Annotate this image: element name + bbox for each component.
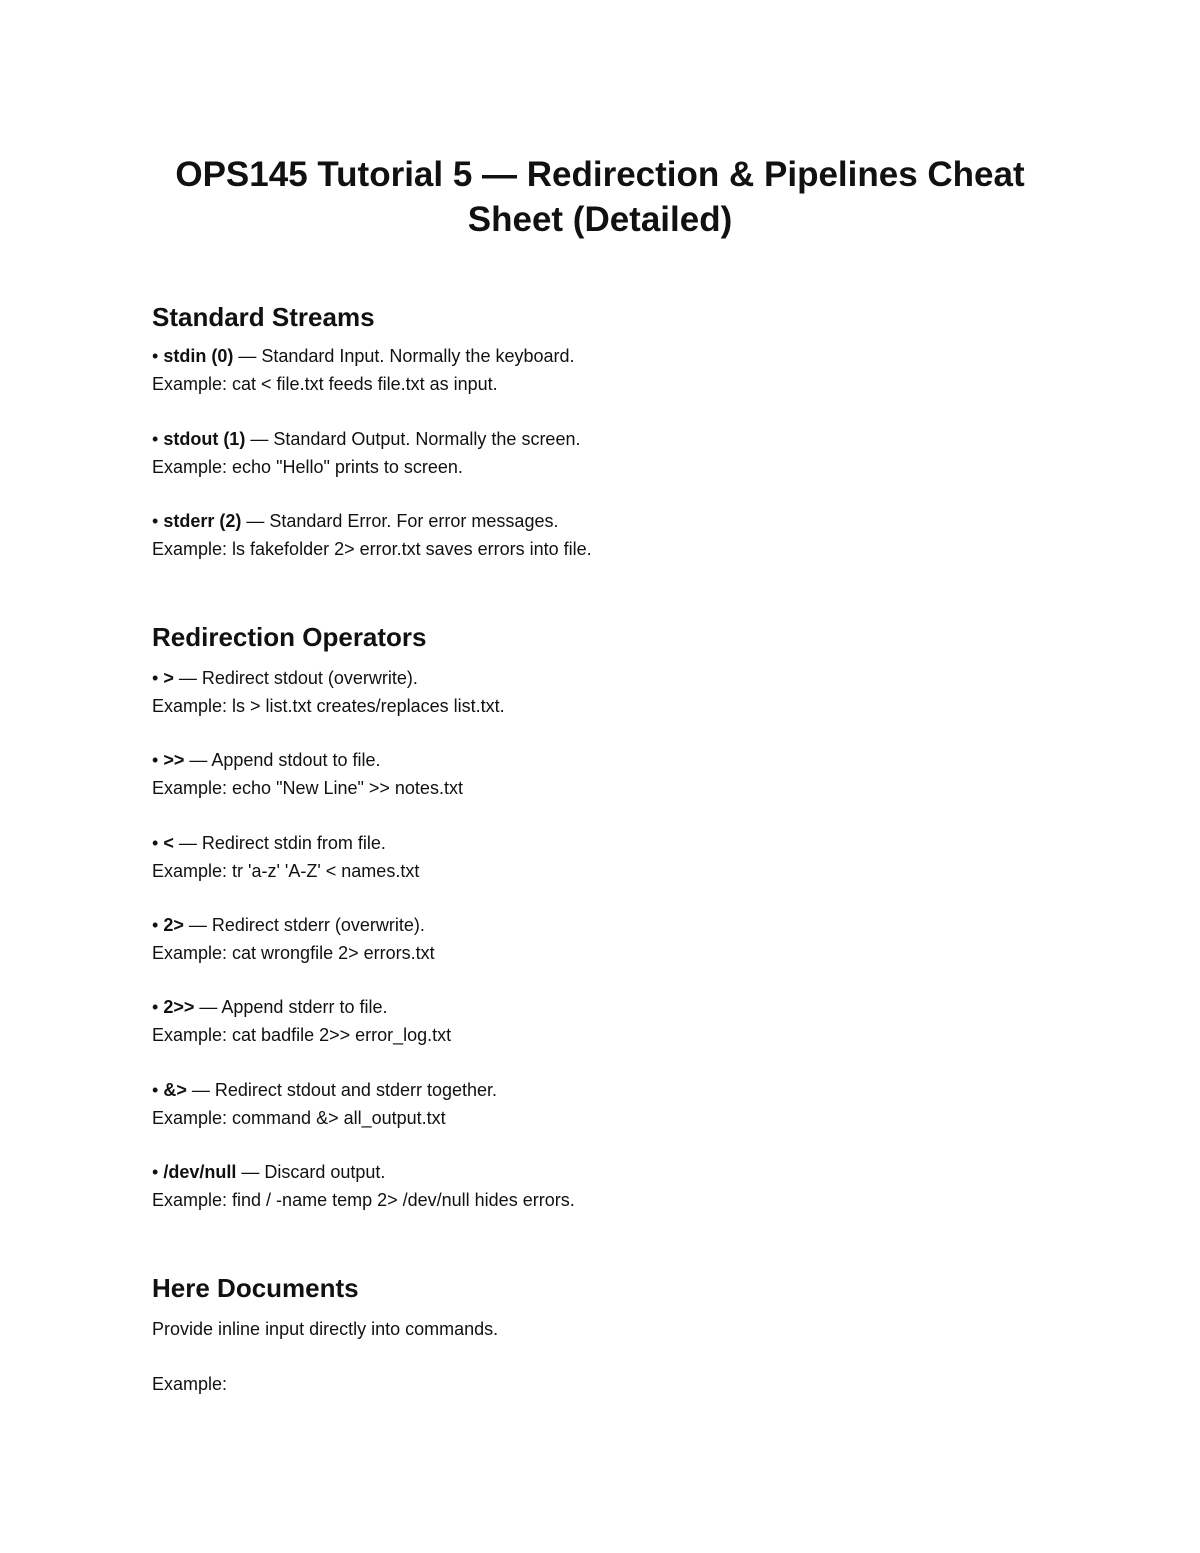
list-item-stderr-overwrite	[152, 912, 1052, 967]
list-item-stderr	[152, 508, 1052, 563]
entry-definition	[152, 508, 1052, 536]
entry-description: — Append stdout to file.	[184, 750, 381, 770]
list-item-append	[152, 747, 1052, 802]
entry-example: Example: ls fakefolder 2> error.txt saves errors into file.	[152, 538, 592, 559]
entry-description: — Standard Input. Normally the keyboard.	[233, 346, 575, 366]
section-heading-redirection-operators: Redirection Operators	[152, 622, 427, 652]
entry-description: — Standard Error. For error messages.	[241, 511, 559, 531]
entry-example: Example: echo "Hello" prints to screen.	[152, 456, 463, 477]
entry-description: — Discard output.	[236, 1162, 386, 1182]
entry-example: Example: ls > list.txt creates/replaces list.txt.	[152, 695, 505, 716]
entry-description: — Redirect stderr (overwrite).	[183, 915, 425, 935]
bullet: •	[152, 346, 159, 366]
entry-term: stdout (1)	[163, 429, 246, 449]
bullet: •	[152, 833, 159, 853]
entry-definition	[152, 912, 1052, 940]
document-title: OPS145 Tutorial 5 — Redirection & Pipelines Cheat Sheet (Detailed)	[175, 155, 1025, 239]
list-item-stderr-append	[152, 994, 1052, 1049]
entry-description: — Standard Output. Normally the screen.	[245, 429, 581, 449]
entry-example: Example: find / -name temp 2> /dev/null hides errors.	[152, 1189, 575, 1210]
entry-definition	[152, 747, 1052, 775]
entry-definition	[152, 1159, 1052, 1187]
entry-definition	[152, 665, 1052, 693]
entry-example: Example: cat wrongfile 2> errors.txt	[152, 942, 435, 963]
bullet: •	[152, 1162, 159, 1182]
entry-term: stderr (2)	[163, 511, 242, 531]
list-item-stdin-redirect	[152, 830, 1052, 885]
entry-definition	[152, 343, 1052, 371]
entry-description: — Redirect stdout and stderr together.	[186, 1080, 498, 1100]
section-heading-standard-streams: Standard Streams	[152, 302, 375, 332]
entry-description: — Redirect stdout (overwrite).	[173, 668, 418, 688]
bullet: •	[152, 668, 159, 688]
entry-term: &>	[163, 1080, 187, 1100]
bullet: •	[152, 997, 159, 1017]
entry-term: <	[163, 833, 174, 853]
entry-term: >>	[163, 750, 185, 770]
entry-example: Example: cat badfile 2>> error_log.txt	[152, 1024, 452, 1045]
bullet: •	[152, 1080, 159, 1100]
entry-term: >	[163, 668, 174, 688]
list-item-stdout	[152, 426, 1052, 481]
entry-term: 2>>	[163, 997, 195, 1017]
entry-definition	[152, 1077, 1052, 1105]
entry-definition	[152, 994, 1052, 1022]
bullet: •	[152, 429, 159, 449]
entry-definition	[152, 830, 1052, 858]
list-item-dev-null	[152, 1159, 1052, 1214]
bullet: •	[152, 915, 159, 935]
entry-definition	[152, 426, 1052, 454]
entry-example: Example: echo "New Line" >> notes.txt	[152, 777, 463, 798]
entry-example: Example: command &> all_output.txt	[152, 1107, 446, 1128]
here-documents-example-label: Example:	[152, 1374, 228, 1394]
entry-term: stdin (0)	[163, 346, 234, 366]
list-item-combined	[152, 1077, 1052, 1132]
entry-term: 2>	[163, 915, 184, 935]
bullet: •	[152, 750, 159, 770]
entry-example: Example: tr 'a-z' 'A-Z' < names.txt	[152, 860, 420, 881]
entry-description: — Redirect stdin from file.	[173, 833, 386, 853]
here-documents-intro: Provide inline input directly into commands.	[152, 1319, 499, 1339]
list-item-stdin	[152, 343, 1052, 398]
entry-term: /dev/null	[163, 1162, 237, 1182]
entry-description: — Append stderr to file.	[194, 997, 388, 1017]
list-item-overwrite	[152, 665, 1052, 720]
section-heading-here-documents: Here Documents	[152, 1273, 359, 1303]
bullet: •	[152, 511, 159, 531]
entry-example: Example: cat < file.txt feeds file.txt as input.	[152, 373, 498, 394]
